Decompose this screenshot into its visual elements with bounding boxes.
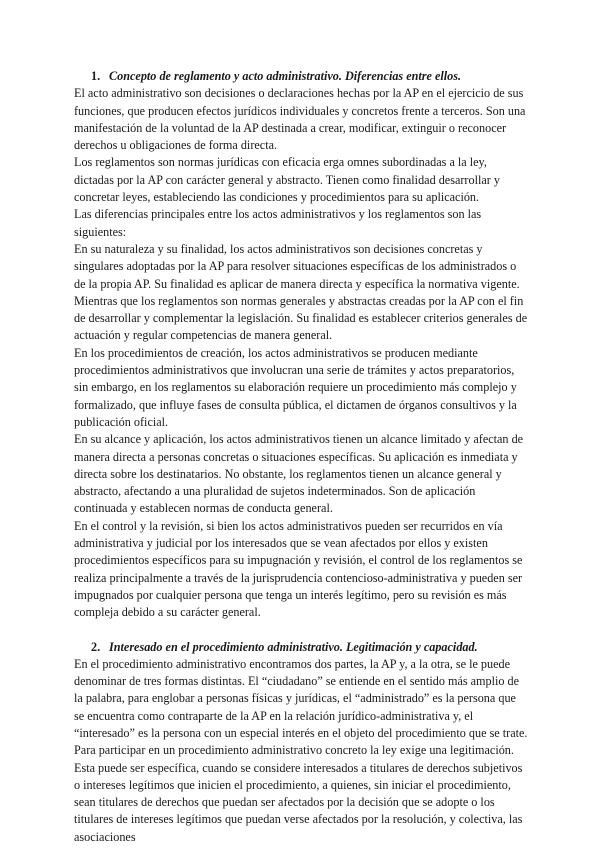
paragraph: En su naturaleza y su finalidad, los actos administrativos son decisiones concretas y singulares adoptadas por la AP para resolver situaciones específicas de los administrados o de la propia AP. Su finalidad es aplicar de manera directa y específica la normativa vigente. Mientras que los reglamentos son normas generales y abstractas creadas por la AP con el fin de desarrollar y complementar la legislación. Su finalidad es establecer criterios generales de actuación y regular competencias de manera general. — [74, 241, 528, 343]
paragraph: En el procedimiento administrativo encontramos dos partes, la AP y, a la otra, se le puede denominar de tres formas distintas. El “ciudadano” se entiende en el sentido más amplio de la palabra, para englobar a personas físicas y jurídicas, el “administrado” es la persona que se encuentra como contraparte de la AP en la relación jurídico-administrativa y, el “interesado” es la persona con un especial interés en el objeto del procedimiento que se trate. — [74, 656, 528, 740]
paragraph: En los procedimientos de creación, los actos administrativos se producen mediante procedimientos administrativos que involucran una serie de trámites y actos preparatorios, sin embargo, en los reglamentos su elaboración requiere un procedimiento más complejo y formalizado, que influye fases de consulta pública, el dictamen de órganos consultivos y la publicación oficial. — [74, 345, 517, 429]
paragraph: Para participar en un procedimiento administrativo concreto la ley exige una legitimación. Esta puede ser específica, cuando se considere interesados a titulares de derechos subjetivos o intereses legítimos que inicien el procedimiento, a quienes, sin iniciar el procedimiento, sean titulares de derechos que puedan ser afectados por la decisión que se adopte o los titulares de intereses legítimos que puedan verse afectados por la resolución, y colectiva, las asociaciones — [74, 743, 523, 844]
section-2-number: 2. — [91, 639, 101, 654]
paragraph: Los reglamentos son normas jurídicas con eficacia erga omnes subordinadas a la ley, dictadas por la AP con carácter general y abstracto. Tienen como finalidad desarrollar y concretar leyes, estableciendo las condiciones y procedimientos para su aplicación. — [74, 155, 500, 205]
section-1-number: 1. — [91, 69, 101, 83]
paragraph: En su alcance y aplicación, los actos administrativos tienen un alcance limitado y afectan de manera directa a personas concretas o situaciones específicas. Su aplicación es inmediata y directa sobre los destinatarios. No obstante, los reglamentos tienen un alcance general y abstracto, afectando a una pluralidad de sujetos indeterminados. Son de aplicación continuada y establecen normas de conducta general. — [74, 432, 524, 516]
document-body — [74, 68, 528, 846]
section-2-title: Interesado en el procedimiento administrativo. Legitimación y capacidad. — [109, 639, 478, 654]
section-1-heading — [74, 68, 528, 85]
paragraph: En el control y la revisión, si bien los actos administrativos pueden ser recurridos en vía administrativa y judicial por los interesados que se vean afectados por ellos y existen procedimientos específicos para su impugnación y revisión, el control de los reglamentos se realiza principalmente a través de la jurisprudencia contencioso-administrativa y pueden ser impugnados por cualquier persona que tenga un interés legítimo, pero su revisión es más compleja debido a su carácter general. — [74, 518, 523, 620]
section-2-heading — [74, 639, 528, 656]
section-1-title: Concepto de reglamento y acto administrativo. Diferencias entre ellos. — [109, 69, 462, 83]
paragraph: Las diferencias principales entre los actos administrativos y los reglamentos son las siguientes: — [74, 207, 482, 239]
paragraph: El acto administrativo son decisiones o declaraciones hechas por la AP en el ejercicio de sus funciones, que producen efectos jurídicos individuales y concretos frente a terceros. Son una manifestación de la voluntad de la AP destinada a crear, modificar, extinguir o reconocer derechos u obligaciones de forma directa. — [74, 86, 526, 153]
